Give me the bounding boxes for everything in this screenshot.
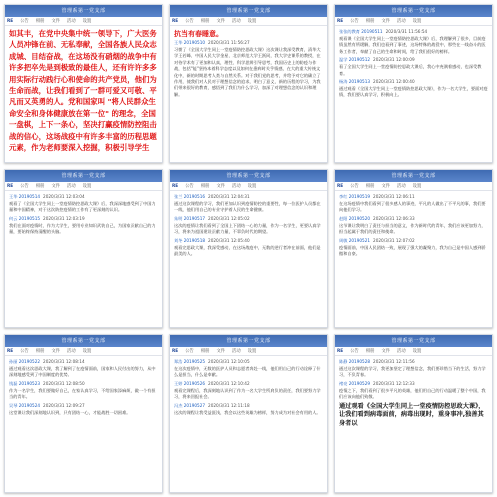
comment-item — [174, 381, 323, 401]
nav-item-files[interactable]: 文件 — [51, 184, 61, 189]
nav-item-album[interactable]: 相册 — [35, 184, 45, 189]
panel-content — [170, 191, 327, 327]
post-text: 通过观看这次思政大课，我了解到了在疫情面前，国家和人民付出的努力，从中深刻地感受到了中国制度的优势。 — [9, 366, 156, 378]
nav-bar — [5, 182, 162, 191]
post-meta — [339, 57, 488, 63]
nav-item-files[interactable]: 文件 — [381, 349, 391, 354]
post-author-link[interactable]: 孙丽 20190522 — [9, 359, 41, 364]
post-author-link[interactable]: 李红 20190519 — [339, 194, 371, 199]
nav-item-album[interactable]: 相册 — [365, 184, 375, 189]
nav-item-settings[interactable]: 设置 — [82, 19, 92, 24]
post-text: 通过这次课程的学习，我们更加认识到疫情防控的重要性，每一位医护人员都在一线，他们用自己的专业守护着人民的生命健康。 — [174, 201, 321, 213]
panel-banner: 管理系第一党支部 — [335, 335, 492, 347]
nav-bar — [335, 347, 492, 356]
post-text: 看了全国大学生同上一堂疫情防控思政大课后，我心中充满着感动，也深受教育。 — [339, 64, 482, 76]
post-author-link[interactable]: 杨涛 20190513 — [339, 79, 371, 85]
post-meta — [9, 216, 158, 222]
post-text: 疫情面前，中国人民团结一致，展现了强大的凝聚力，我为自己是中国人感到骄傲和自豪。 — [339, 244, 486, 257]
nav-item-activity[interactable]: 活动 — [67, 184, 76, 189]
nav-item-home[interactable]: RE — [337, 183, 344, 189]
comment-item — [339, 238, 488, 258]
post-meta — [339, 216, 488, 222]
nav-item-home[interactable]: RE — [337, 348, 344, 354]
panel-6 — [334, 169, 493, 328]
nav-item-album[interactable]: 相册 — [200, 349, 210, 354]
post-time: 2020/3/31 12:07:02 — [373, 237, 415, 243]
post-time: 2020/3/31 11:56:54 — [385, 29, 428, 34]
panel-banner: 管理系第一党支部 — [170, 335, 327, 347]
post-time: 2020/3/31 12:08:50 — [43, 380, 85, 386]
post-meta — [339, 381, 488, 387]
nav-item-activity[interactable]: 活动 — [67, 19, 76, 24]
panel-content — [335, 26, 492, 162]
comment-item — [9, 381, 158, 401]
post-meta — [9, 194, 158, 200]
panel-content — [335, 356, 492, 492]
panel-content — [5, 191, 162, 327]
panel-banner: 管理系第一党支部 — [335, 170, 492, 182]
nav-item-files[interactable]: 文件 — [216, 184, 226, 189]
nav-item-activity[interactable]: 活动 — [67, 349, 76, 354]
panel-banner: 管理系第一党支部 — [170, 5, 327, 17]
nav-item-notice[interactable]: 公告 — [185, 184, 194, 189]
post-time: 2020/3/31 12:05:02 — [208, 215, 250, 221]
post-time: 2020/3/31 12:09:27 — [43, 402, 85, 408]
nav-item-settings[interactable]: 设置 — [412, 184, 422, 189]
nav-item-home[interactable]: RE — [172, 183, 179, 189]
post-time: 2020/3/31 12:03:04 — [43, 194, 85, 199]
panel-9 — [334, 334, 493, 493]
nav-item-notice[interactable]: 公告 — [20, 19, 29, 24]
nav-item-settings[interactable]: 设置 — [247, 184, 257, 189]
post-text: 在这次疫情中，无数的医护人员和志愿者奔赴一线，他们用自己的行动诠释了什么是担当，什么是奉献。 — [174, 366, 321, 378]
panel-banner: 管理系第一党支部 — [335, 5, 492, 17]
post-text: 这节课让我明白了责任与担当的意义，作为新时代的青年，我们应该更加努力，担当起属于我们的责任和使命。 — [339, 222, 486, 235]
post-author-link[interactable]: 郑浩 20190525 — [174, 359, 206, 364]
nav-item-settings[interactable]: 设置 — [412, 19, 422, 24]
post-text: 观看完思政大课，我深受感动，在这场战疫中，无数的逆行者冲在前面，他们是最美的人。 — [174, 244, 321, 257]
nav-item-home[interactable]: RE — [172, 348, 179, 354]
nav-item-files[interactable]: 文件 — [216, 19, 226, 24]
post-meta — [174, 40, 323, 46]
post-time: 2020/3/31 12:03:19 — [43, 215, 85, 221]
post-author-link[interactable]: 王华 20190510 — [174, 40, 206, 45]
panel-5 — [169, 169, 328, 328]
nav-item-album[interactable]: 相册 — [35, 349, 45, 354]
nav-item-files[interactable]: 文件 — [381, 19, 391, 24]
panel-content — [335, 191, 492, 327]
comment-item — [174, 216, 323, 236]
emphasis-paragraph: 通过观看《全国大学生同上一堂疫情防控思政大课》，让我们看到病毒面前，病毒出现时，重身事冲,独善其身者以 — [339, 402, 485, 427]
comment-item — [339, 359, 488, 379]
panel-2 — [169, 4, 328, 163]
comment-item — [9, 403, 158, 416]
post-text: 疫情之下，我们看到了很多平凡的英雄，他们用自己的行动温暖了整个中国，我们应该向他们致敬。 — [339, 387, 486, 400]
nav-item-notice[interactable]: 公告 — [185, 19, 194, 24]
post-meta — [339, 194, 488, 200]
post-author-link[interactable]: 刘冬 20190518 — [174, 237, 206, 243]
post-text: 通过观看《全国大学生同上一堂疫情防控思政大课》，作为一名大学生，要面对疫情，我们要认真学习，积极向上。 — [339, 86, 488, 98]
post-meta — [174, 238, 323, 244]
nav-item-files[interactable]: 文件 — [51, 349, 61, 354]
nav-item-settings[interactable]: 设置 — [412, 349, 422, 354]
nav-item-activity[interactable]: 活动 — [397, 19, 406, 24]
panel-content — [5, 356, 162, 492]
post-time: 2020/3/31 12:00:09 — [373, 57, 415, 63]
nav-item-activity[interactable]: 活动 — [232, 184, 241, 189]
post-author-link[interactable]: 陈静 20190528 — [339, 359, 371, 364]
post-meta — [174, 194, 323, 200]
nav-item-settings[interactable]: 设置 — [247, 349, 257, 354]
comment-item — [339, 216, 488, 236]
nav-bar — [170, 182, 327, 191]
post-text: 这堂课让我们深刻地认识到，只有团结一心，才能战胜一切困难。 — [9, 409, 131, 415]
nav-item-home[interactable]: RE — [7, 18, 14, 24]
post-meta — [174, 359, 323, 365]
panel-4 — [4, 169, 163, 328]
post-author-link[interactable]: 温学 20190512 — [339, 57, 371, 63]
comment-item — [9, 216, 158, 236]
post-meta — [174, 403, 323, 409]
post-meta — [339, 29, 488, 35]
post-meta — [339, 359, 488, 365]
nav-item-files[interactable]: 文件 — [381, 184, 391, 189]
post-meta — [9, 359, 158, 365]
comment-item — [339, 381, 488, 401]
nav-item-album[interactable]: 相册 — [35, 19, 45, 24]
panel-3 — [334, 4, 493, 163]
nav-item-activity[interactable]: 活动 — [232, 19, 241, 24]
post-time: 2020/3/31 12:06:33 — [373, 215, 415, 221]
post-time: 2020/3/31 12:00:40 — [373, 79, 415, 85]
nav-item-home[interactable]: RE — [337, 18, 344, 24]
panel-8 — [169, 334, 328, 493]
post-time: 2020/3/31 11:56:27 — [208, 40, 250, 45]
panel-banner: 管理系第一党支部 — [5, 5, 162, 17]
nav-item-notice[interactable]: 公告 — [20, 184, 29, 189]
post-text: 观看了《全国大学生同上一堂疫情防控思政大课》后，我深深地感受到了中国力量和中国精神，对于这次防控疫情的工作有了更深刻的认识。 — [9, 201, 156, 213]
post-author-link[interactable]: 王婷 20190526 — [174, 380, 206, 386]
panel-content — [5, 26, 162, 162]
nav-item-home[interactable]: RE — [7, 183, 14, 189]
post-text: 在这场疫情中我们看到了很多感人的事迹，平凡的人做出了不平凡的事，我们要向他们学习。 — [339, 201, 486, 213]
post-text: 通过这次课程的学习，我更加坚定了理想信念，我们要珍惜当下的生活，努力学习，不负青春。 — [339, 366, 486, 378]
post-text: 习惯了《全国大学生同上一堂疫情防控思政大课》这次课让我深受教育，清华大学王若峰、中国人民大学金星、北京师范大学王跃同，我大学史课系的教授，在对待学术有了更加和认真，理性、科学思辨引导思考，我国历史上的防疫与作战，包括"能"坚持本着科学态度以及如何在患病时关乎情感，在大的重大传统文化中，新的时期思考人类与自然关系。对于我们党的思考，并给予对它的确立了作用，使我们对人民对于理想信念的追求，明白了意义，新的历程的学习，为我们带来很好的教育，感悟到了我们为什么学习，加深了对理想信念的认识和理解。 — [174, 47, 321, 97]
post-time: 2020/3/31 12:11:18 — [208, 402, 250, 408]
post-time: 2020/3/31 12:04:31 — [208, 194, 250, 199]
post-meta — [174, 216, 323, 222]
post-meta — [174, 381, 323, 387]
nav-bar — [335, 17, 492, 26]
post-author-link[interactable]: 褚亮 20190529 — [339, 380, 371, 386]
post-meta — [339, 238, 488, 244]
nav-bar — [5, 17, 162, 26]
nav-item-notice[interactable]: 公告 — [350, 19, 359, 24]
comment-item — [339, 194, 488, 214]
nav-item-album[interactable]: 相册 — [200, 184, 210, 189]
post-meta — [339, 79, 488, 85]
post-text: 观看完课程后，我深刻地认识到了作为一名大学生所肩负的责任，我们要努力学习，将来回报社会。 — [174, 387, 321, 400]
post-text: 作为一名学生，我们要做好自己，在家认真学习，不给国家添麻烦，做一个有担当的青年。 — [9, 387, 156, 400]
post-author-link[interactable]: 何云 20190515 — [9, 215, 41, 221]
post-time: 2020/3/31 12:11:56 — [373, 359, 415, 364]
panel-banner: 管理系第一党支部 — [5, 335, 162, 347]
highlight-paragraph: 如其丰，在党中央集中统一领导下，广大医务人员冲锋在前、无私奉献，全国各族人民众志成城、目结奋战，在这场没有硝烟的战争中有许多把卒先是到极致的最佳人，还有许许多多用实际行动践行心和使命的共产党员，他们为生命而战，让我们看到了一群可爱又可敬、平凡而又英勇的人。党和国家叫 "将人民群众生命安全和身体健康放在第一位" 的理念，全国一盘棋，上下一条心，坚决打赢疫情防控阻击战的信心，这场战疫中有许多丰富的历程思题元素，作为老师要深入挖掘，积极引导学生 — [9, 29, 157, 153]
nav-item-notice[interactable]: 公告 — [350, 184, 359, 189]
post-author-link[interactable]: 吴琴 20190524 — [9, 402, 41, 408]
nav-item-activity[interactable]: 活动 — [397, 184, 406, 189]
panel-1 — [4, 4, 163, 163]
comment-item — [174, 194, 323, 214]
comment-item — [339, 29, 488, 55]
post-meta — [9, 381, 158, 387]
post-author-link[interactable]: 朱明 20190517 — [174, 215, 206, 221]
screenshot-collage — [4, 4, 493, 493]
post-text: 观看课《全国大学生同上一堂疫情防控思政大课》后，我理解到了很多，目前疫情虽然有所缓解，我们也看到了事迹，这场特殊的战役中，那些在一线奋斗的医务工作者，奉献了自己的生命和时间，给了我们很好的榜样。 — [339, 36, 486, 54]
post-author-link[interactable]: 王华 20190514 — [9, 194, 41, 199]
post-title: 抗当有春睡意。 — [174, 30, 223, 38]
post-time: 2020/3/31 12:05:40 — [208, 237, 250, 243]
post-text: 这次的课程让我受益匪浅，我会以这些英雄为榜样，努力成为对社会有用的人。 — [174, 409, 321, 415]
nav-item-album[interactable]: 相册 — [365, 349, 375, 354]
comment-item — [174, 403, 323, 416]
post-time: 2020/3/31 12:06:11 — [373, 194, 415, 199]
nav-item-album[interactable]: 相册 — [200, 19, 210, 24]
comment-item — [9, 194, 158, 214]
nav-bar — [5, 347, 162, 356]
post-time: 2020/3/31 12:10:05 — [208, 359, 250, 364]
panel-banner: 管理系第一党支部 — [5, 170, 162, 182]
post-time: 2020/3/31 12:08:14 — [43, 359, 85, 364]
nav-item-settings[interactable]: 设置 — [247, 19, 257, 24]
post-text: 我们在面对疫情时，作为大学生，要用专业知识武装自己，为国家贡献自己的力量，要始终保持清醒的头脑。 — [9, 222, 156, 235]
nav-bar — [170, 17, 327, 26]
nav-bar — [335, 182, 492, 191]
post-author-link[interactable]: 冯杰 20190527 — [174, 402, 206, 408]
panel-content — [170, 26, 327, 162]
post-time: 2020/3/31 12:10:42 — [208, 380, 250, 386]
nav-item-activity[interactable]: 活动 — [397, 349, 406, 354]
post-author-link[interactable]: 张兰 20190516 — [174, 194, 206, 199]
nav-item-files[interactable]: 文件 — [216, 349, 226, 354]
post-time: 2020/3/31 12:12:33 — [373, 380, 415, 386]
post-author-link[interactable]: 周敏 20190521 — [339, 237, 371, 243]
nav-item-album[interactable]: 相册 — [365, 19, 375, 24]
nav-item-activity[interactable]: 活动 — [232, 349, 241, 354]
comment-item — [339, 79, 488, 99]
nav-item-home[interactable]: RE — [7, 348, 14, 354]
comment-item — [339, 57, 488, 77]
post-author-link[interactable]: 钱磊 20190523 — [9, 380, 41, 386]
post-text: 这次的疫情让我们看到了全国上下团结一心的力量，作为一名学生，更要认真学习，将来为祖国建设贡献力量，不辜负时代的期望。 — [174, 222, 321, 235]
post-meta — [9, 403, 158, 409]
post-author-link[interactable]: 赵阳 20190520 — [339, 215, 371, 221]
nav-item-notice[interactable]: 公告 — [20, 349, 29, 354]
comment-item — [9, 359, 158, 379]
nav-item-home[interactable]: RE — [172, 18, 179, 24]
nav-item-settings[interactable]: 设置 — [82, 184, 92, 189]
nav-item-files[interactable]: 文件 — [51, 19, 61, 24]
nav-item-notice[interactable]: 公告 — [350, 349, 359, 354]
post-author-link[interactable]: 张张的教育 20190511 — [339, 29, 383, 34]
panel-banner: 管理系第一党支部 — [170, 170, 327, 182]
nav-item-settings[interactable]: 设置 — [82, 349, 92, 354]
nav-bar — [170, 347, 327, 356]
panel-7 — [4, 334, 163, 493]
comment-item — [174, 359, 323, 379]
nav-item-notice[interactable]: 公告 — [185, 349, 194, 354]
comment-item — [174, 238, 323, 258]
panel-content — [170, 356, 327, 492]
